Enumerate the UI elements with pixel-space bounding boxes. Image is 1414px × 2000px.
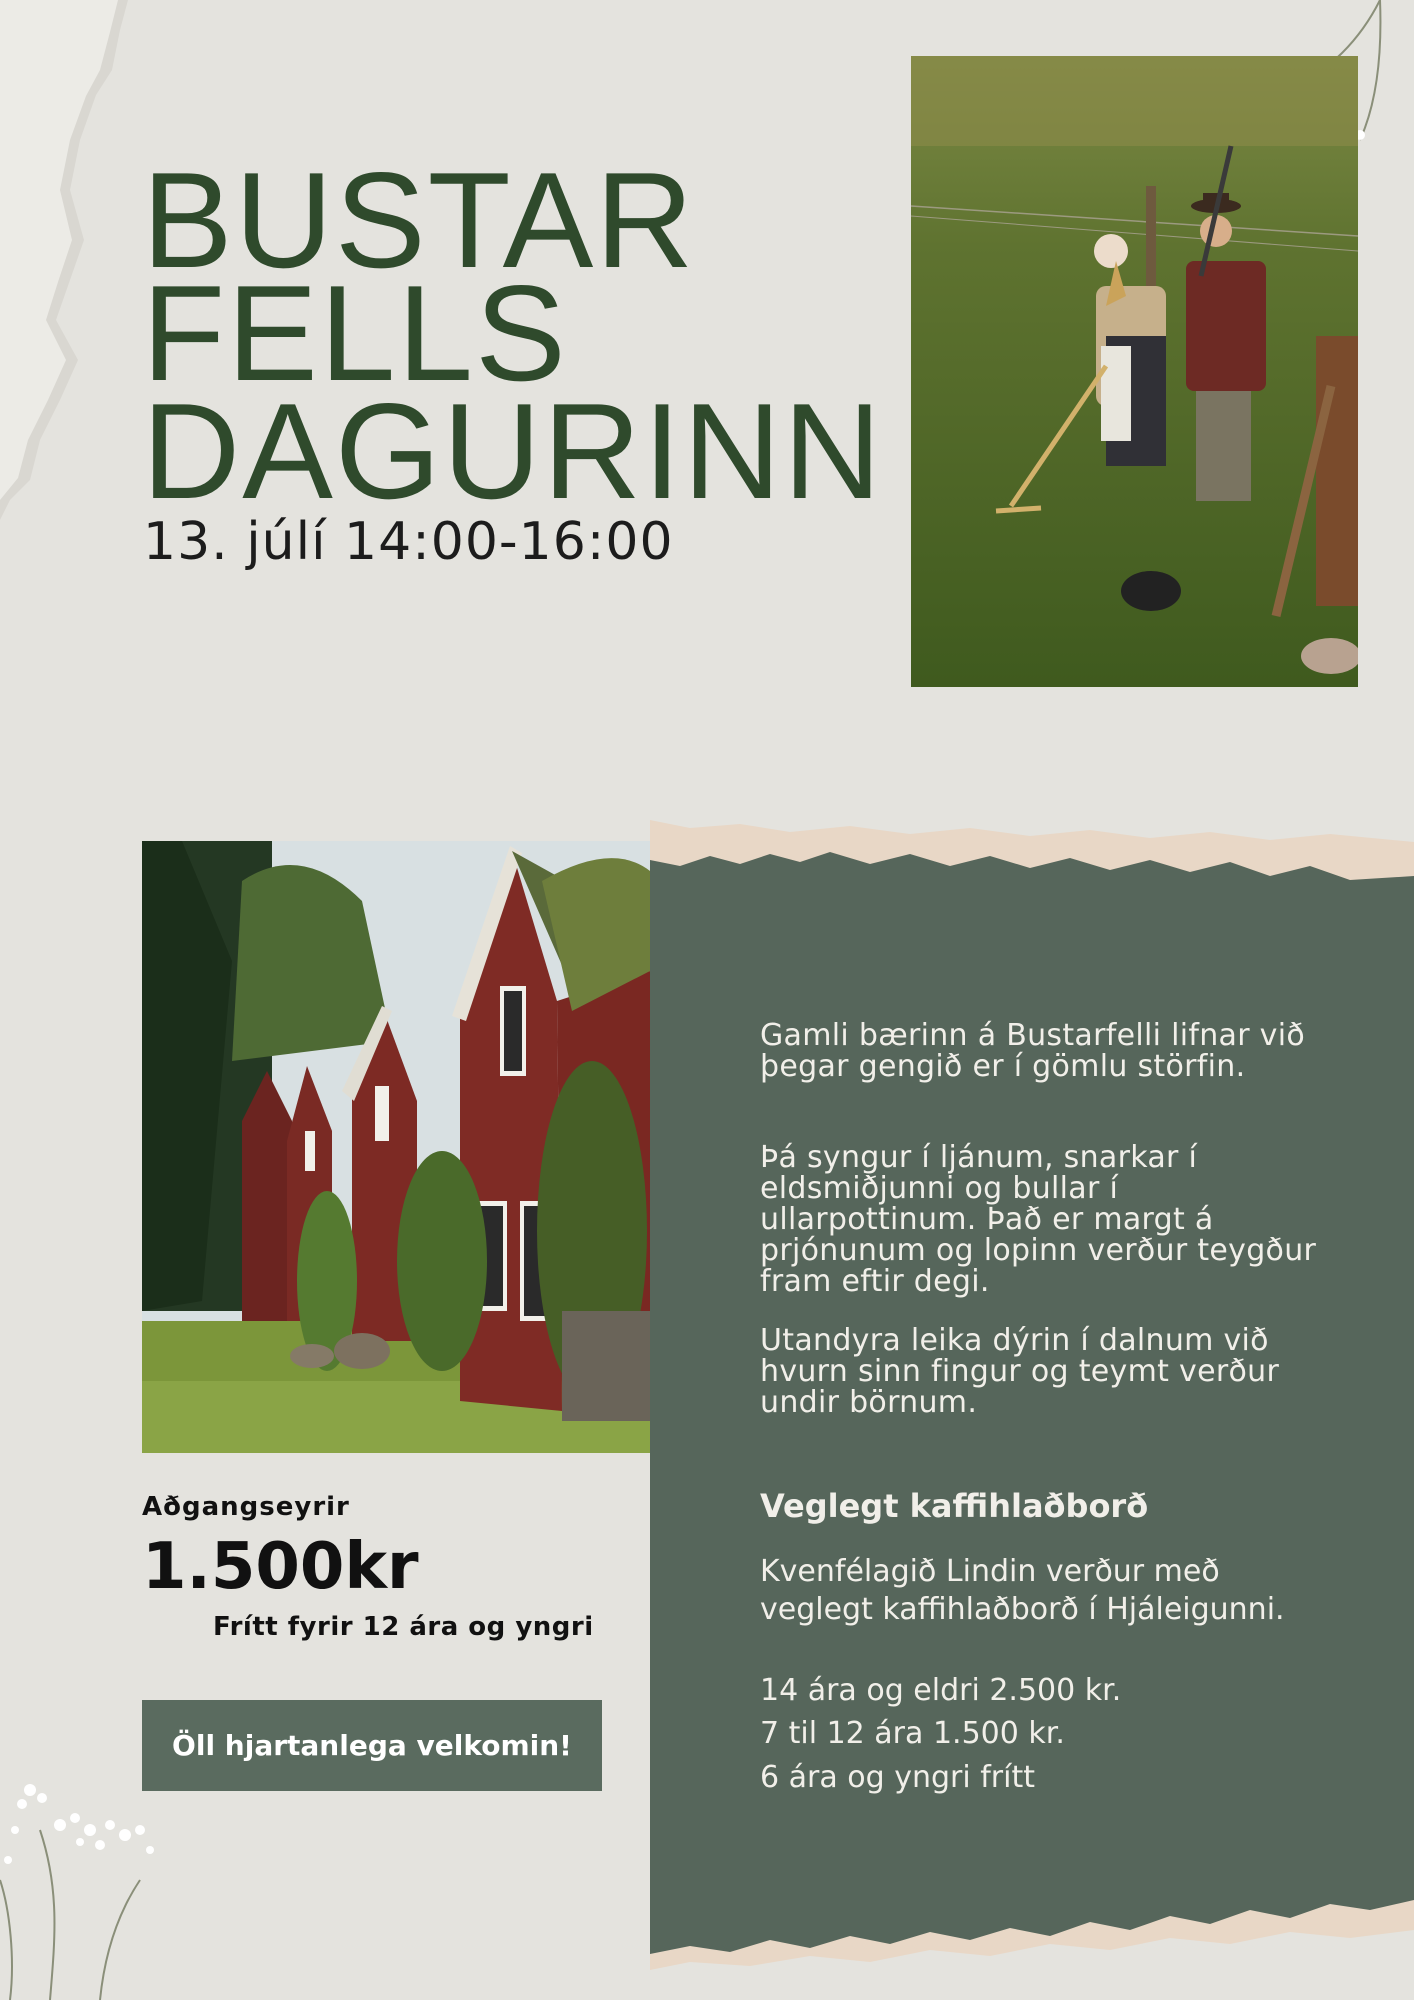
coffee-price-line: 7 til 12 ára 1.500 kr. bbox=[760, 1716, 1065, 1751]
coffee-price-line: 14 ára og eldri 2.500 kr. bbox=[760, 1673, 1122, 1708]
event-date: 13. júlí 14:00-16:00 bbox=[143, 512, 674, 572]
turf-houses-photo bbox=[142, 841, 650, 1453]
flower-sprig-bottom bbox=[0, 1770, 170, 2000]
admission-price: 1.500kr bbox=[142, 1530, 419, 1604]
admission-free-note: Frítt fyrir 12 ára og yngri bbox=[213, 1612, 594, 1642]
description-paragraph-3: Utandyra leika dýrin í dalnum við hvurn sinn fingur og teymt verður undir börnum. bbox=[760, 1323, 1280, 1420]
title-line-2: FELLS bbox=[142, 257, 568, 409]
torn-paper-decoration bbox=[0, 0, 135, 520]
coffee-price-line: 6 ára og yngri frítt bbox=[760, 1760, 1035, 1795]
coffee-heading: Veglegt kaffihlaðborð bbox=[760, 1487, 1149, 1525]
description-paragraph-1: Gamli bærinn á Bustarfelli lifnar við þegar gengið er í gömlu störfin. bbox=[760, 1018, 1306, 1084]
farm-photo bbox=[911, 56, 1358, 687]
admission-label: Aðgangseyrir bbox=[142, 1492, 350, 1522]
title-line-1: BUSTAR bbox=[142, 144, 696, 296]
description-paragraph-2: Þá syngur í ljánum, snarkar í eldsmiðjunni og bullar í ullarpottinum. Það er margt á prjónunum og lopinn verður teygður fram eftir degi. bbox=[760, 1140, 1317, 1299]
title-line-3: DAGURINN bbox=[142, 375, 884, 527]
coffee-description: Kvenfélagið Lindin verður með veglegt kaffihlaðborð í Hjáleigunni. bbox=[760, 1554, 1285, 1627]
welcome-banner: Öll hjartanlega velkomin! bbox=[142, 1700, 602, 1791]
